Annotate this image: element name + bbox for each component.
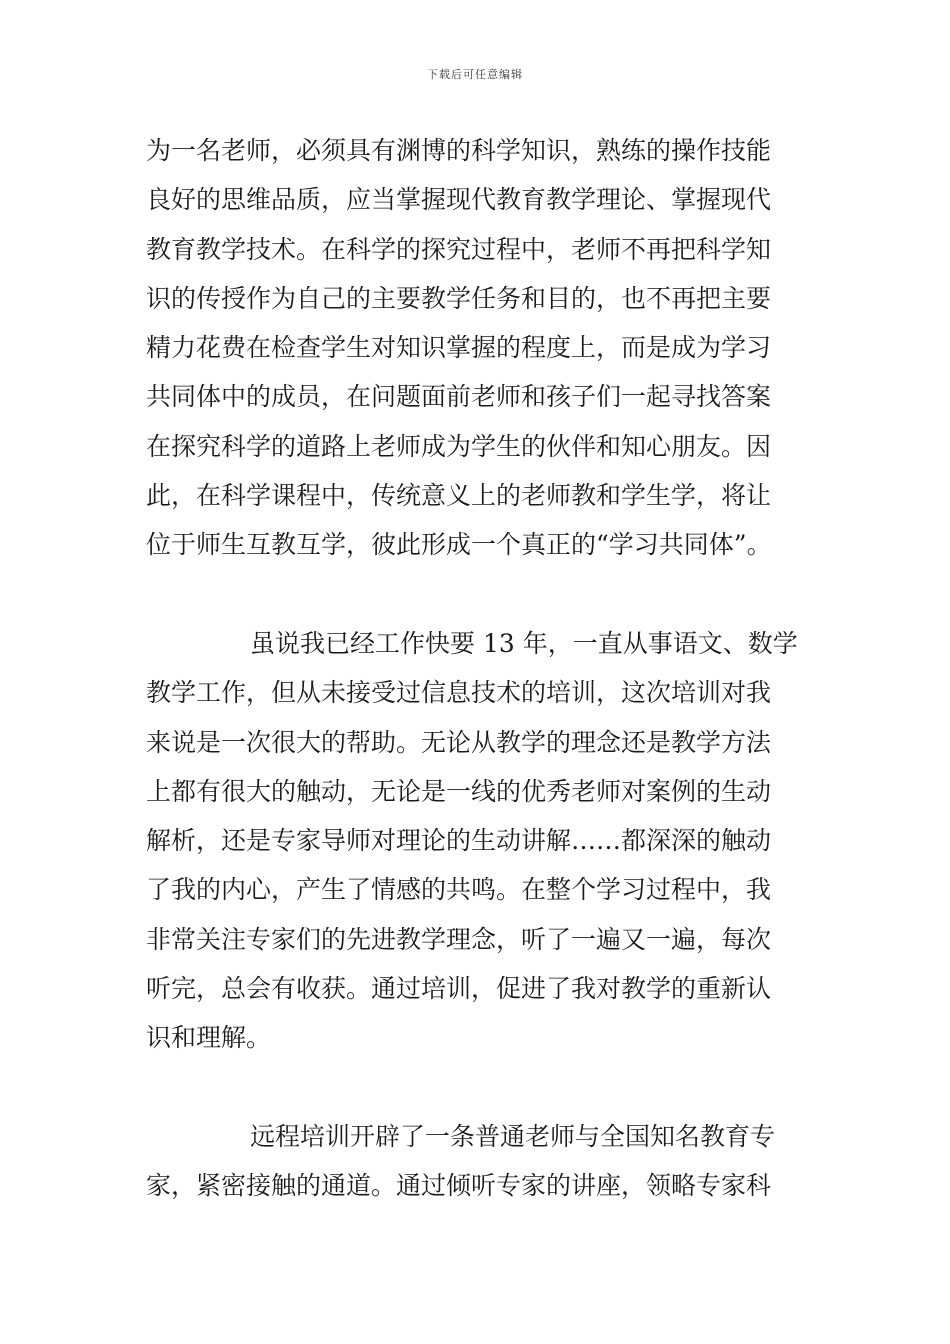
text-line: 听完，总会有收获。通过培训，促进了我对教学的重新认 (146, 974, 772, 1004)
text-line: 来说是一次很大的帮助。无论从教学的理念还是教学方法 (146, 727, 772, 757)
text-line: 虽说我已经工作快要 13 年，一直从事语文、数学 (250, 628, 798, 658)
paragraph-2 (146, 619, 806, 1063)
text-line: 位于师生互教互学，彼此形成一个真正的“学习共同体”。 (146, 530, 772, 560)
text-line: 上都有很大的触动，无论是一线的优秀老师对案例的生动 (146, 776, 772, 806)
text-line: 在探究科学的道路上老师成为学生的伙伴和知心朋友。因 (146, 431, 772, 461)
text-line: 非常关注专家们的先进教学理念，听了一遍又一遍，每次 (146, 924, 772, 954)
text-line: 远程培训开辟了一条普通老师与全国知名教育专 (250, 1121, 776, 1151)
text-line: 共同体中的成员，在问题面前老师和孩子们一起寻找答案 (146, 382, 772, 412)
text-line: 教学工作，但从未接受过信息技术的培训，这次培训对我 (146, 678, 772, 708)
paragraph-spacer (146, 1063, 806, 1112)
text-line: 此，在科学课程中，传统意义上的老师教和学生学，将让 (146, 481, 772, 511)
text-line: 教育教学技术。在科学的探究过程中，老师不再把科学知 (146, 234, 772, 264)
page-header: 下载后可任意编辑 (427, 68, 523, 81)
text-line: 精力花费在检查学生对知识掌握的程度上，而是成为学习 (146, 333, 772, 363)
text-line: 识的传授作为自己的主要教学任务和目的，也不再把主要 (146, 283, 772, 313)
text-line: 良好的思维品质，应当掌握现代教育教学理论、掌握现代 (146, 185, 772, 215)
paragraph-spacer (146, 570, 806, 619)
text-line: 家，紧密接触的通道。通过倾听专家的讲座，领略专家科 (146, 1171, 772, 1201)
paragraph-3 (146, 1112, 806, 1211)
text-line: 识和理解。 (146, 1023, 272, 1053)
text-line: 了我的内心，产生了情感的共鸣。在整个学习过程中，我 (146, 875, 772, 905)
text-line: 为一名老师，必须具有渊博的科学知识，熟练的操作技能 (146, 136, 772, 165)
text-line: 解析，还是专家导师对理论的生动讲解……都深深的触动 (146, 826, 772, 856)
paragraph-1 (146, 126, 806, 570)
document-body (146, 126, 806, 1211)
